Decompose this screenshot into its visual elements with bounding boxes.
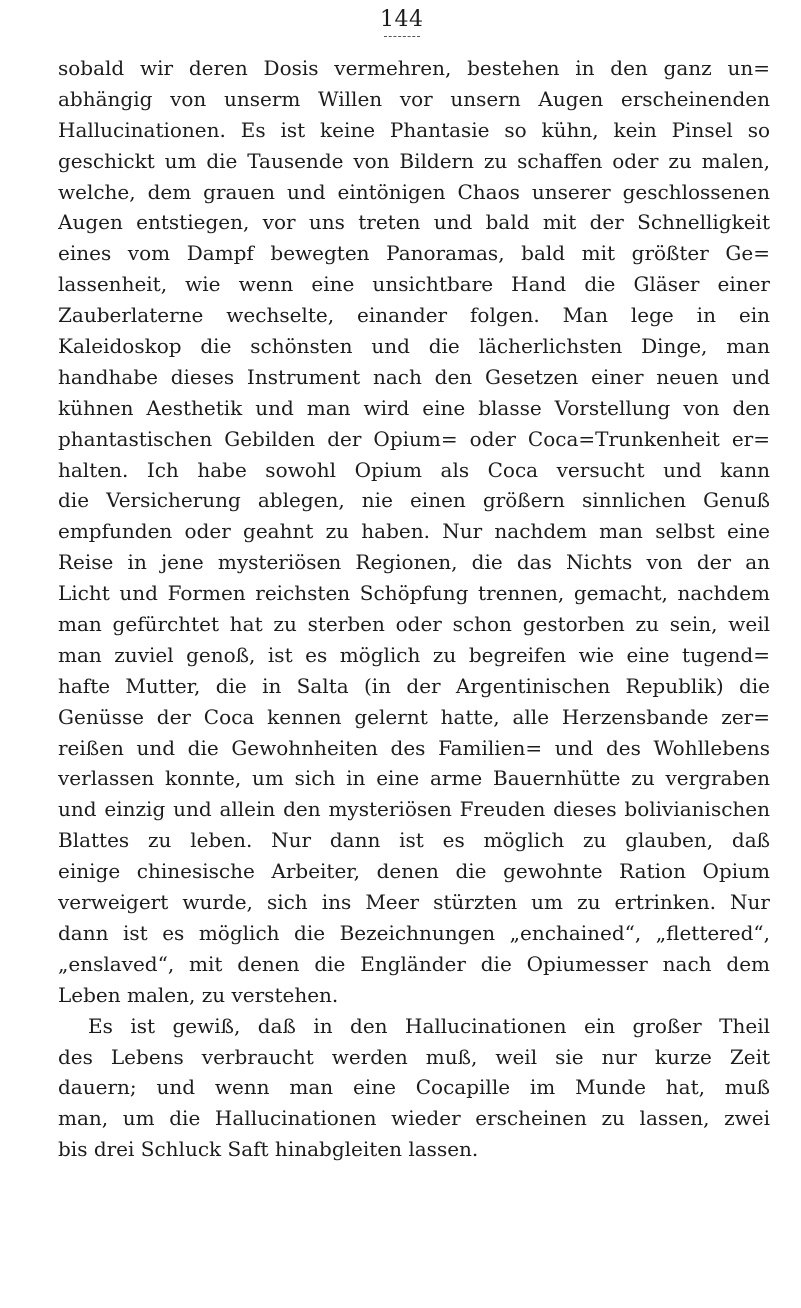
text-line: empfunden oder geahnt zu haben. Nur nachdem man selbst eine <box>58 519 770 544</box>
text-line: sobald wir deren Dosis vermehren, bestehen in den ganz un= <box>58 56 770 80</box>
text-line: die Versicherung ablegen, nie einen größern sinnlichen Genuß <box>58 488 770 513</box>
text-line: „enslaved“, mit denen die Engländer die Opiumesser nach dem <box>58 951 770 976</box>
text-line: Zauberlaterne wechselte, einander folgen. Man lege in ein <box>58 303 770 328</box>
page-number-rule <box>384 36 420 37</box>
text-line: Reise in jene mysteriösen Regionen, die das Nichts von der an <box>58 550 770 575</box>
text-line: und einzig und allein den mysteriösen Freuden dieses bolivianischen <box>58 797 770 822</box>
text-line: des Lebens verbraucht werden muß, weil sie nur kurze Zeit <box>58 1044 770 1069</box>
text-line: geschickt um die Tausende von Bildern zu schaffen oder zu malen, <box>58 148 770 173</box>
text-line: man gefürchtet hat zu sterben oder schon gestorben zu sein, weil <box>58 612 770 637</box>
text-line: Augen entstiegen, vor uns treten und bald mit der Schnelligkeit <box>58 210 770 235</box>
text-line: eines vom Dampf bewegten Panoramas, bald mit größter Ge= <box>58 241 770 266</box>
text-line: reißen und die Gewohnheiten des Familien= und des Wohllebens <box>58 735 770 760</box>
text-line: handhabe dieses Instrument nach den Gesetzen einer neuen und <box>58 364 770 389</box>
text-line: Hallucinationen. Es ist keine Phantasie so kühn, kein Pinsel so <box>58 117 770 142</box>
text-line: welche, dem grauen und eintönigen Chaos unserer geschlossenen <box>58 179 770 204</box>
text-line: abhängig von unserm Willen vor unsern Augen erscheinenden <box>58 86 770 111</box>
text-line: kühnen Aesthetik und man wird eine blasse Vorstellung von den <box>58 395 770 420</box>
text-line: man, um die Hallucinationen wieder erscheinen zu lassen, zwei <box>58 1106 770 1131</box>
text-line: Licht und Formen reichsten Schöpfung trennen, gemacht, nachdem <box>58 581 770 606</box>
text-line: verlassen konnte, um sich in eine arme Bauernhütte zu vergraben <box>58 766 770 791</box>
text-line: Es ist gewiß, daß in den Hallucinationen ein großer Theil <box>88 1013 770 1038</box>
text-line: Genüsse der Coca kennen gelernt hatte, alle Herzensbande zer= <box>58 704 770 729</box>
text-line: dann ist es möglich die Bezeichnungen „enchained“, „flettered“, <box>58 920 770 945</box>
text-line: Kaleidoskop die schönsten und die lächerlichsten Dinge, man <box>58 334 770 359</box>
text-line: halten. Ich habe sowohl Opium als Coca versucht und kann <box>58 457 770 482</box>
body-text <box>58 53 770 1165</box>
text-line: Leben malen, zu verstehen. <box>58 982 339 1007</box>
text-line: Blattes zu leben. Nur dann ist es möglich zu glauben, daß <box>58 828 770 853</box>
text-line: hafte Mutter, die in Salta (in der Argentinischen Republik) die <box>58 673 770 698</box>
page-number: 144 <box>380 7 424 32</box>
text-line: verweigert wurde, sich ins Meer stürzten um zu ertrinken. Nur <box>58 890 770 915</box>
text-line: phantastischen Gebilden der Opium= oder Coca=Trunkenheit er= <box>58 426 770 451</box>
text-line: bis drei Schluck Saft hinabgleiten lassen. <box>58 1137 479 1162</box>
text-line: man zuviel genoß, ist es möglich zu begreifen wie eine tugend= <box>58 642 770 667</box>
text-line: lassenheit, wie wenn eine unsichtbare Hand die Gläser einer <box>58 272 770 297</box>
text-line: einige chinesische Arbeiter, denen die gewohnte Ration Opium <box>58 859 770 884</box>
text-line: dauern; und wenn man eine Cocapille im Munde hat, muß <box>58 1075 770 1100</box>
